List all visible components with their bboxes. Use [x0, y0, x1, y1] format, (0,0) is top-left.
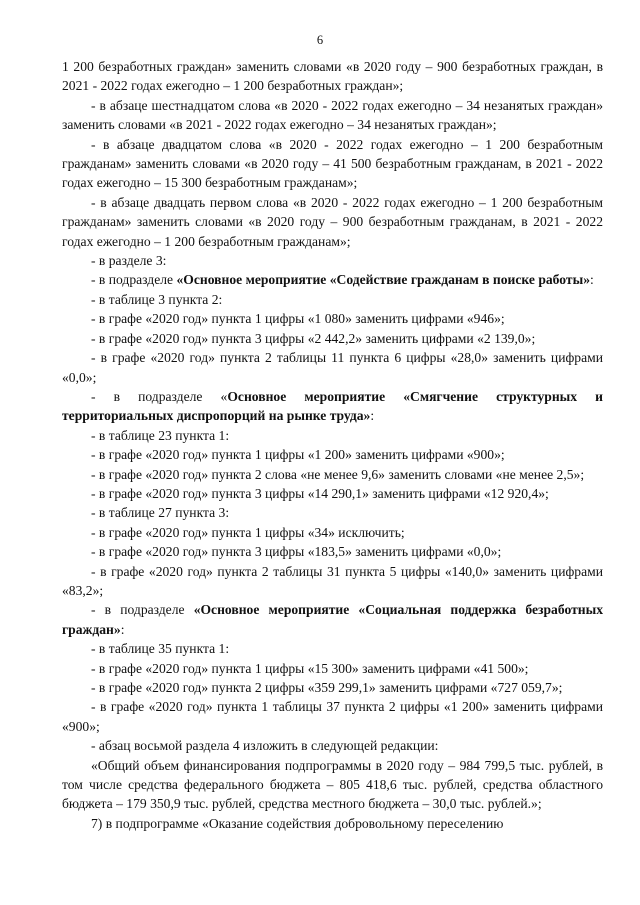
document-body: [62, 57, 603, 833]
paragraph: - в графе «2020 год» пункта 1 цифры «34» исключить;: [91, 524, 405, 540]
paragraph: - в разделе 3:: [91, 253, 167, 269]
paragraph: - в графе «2020 год» пункта 2 таблицы 31 пункта 5 цифры «140,0» заменить цифрами «83,2»;: [62, 563, 603, 598]
paragraph: - в абзаце двадцатом слова «в 2020 - 2022 годах ежегодно – 1 200 безработным гражданам» заменить словами «в 2020 году – 41 500 безработным гражданам, в 2021 - 2022 годах ежегодно – 15 300 безработным гражданам»;: [62, 136, 603, 191]
paragraph: - в графе «2020 год» пункта 1 цифры «1 200» заменить цифрами «900»;: [91, 447, 505, 463]
paragraph: - в графе «2020 год» пункта 2 слова «не менее 9,6» заменить словами «не менее 2,5»;: [91, 466, 585, 482]
paragraph: - в абзаце шестнадцатом слова «в 2020 - 2022 годах ежегодно – 34 незанятых граждан» заменить словами «в 2021 - 2022 годах ежегодно – 34 незанятых граждан»;: [62, 97, 603, 133]
paragraph: - в таблице 35 пункта 1:: [91, 641, 230, 657]
paragraph: - в графе «2020 год» пункта 2 таблицы 11 пункта 6 цифры «28,0» заменить цифрами «0,0»;: [62, 350, 603, 385]
subsection-title: «Основное мероприятие «Социальная поддержка безработных граждан»: [62, 602, 603, 637]
paragraph: - в таблице 23 пункта 1:: [91, 427, 230, 443]
paragraph: - в графе «2020 год» пункта 3 цифры «2 442,2» заменить цифрами «2 139,0»;: [91, 330, 536, 346]
subsection-paragraph: [62, 600, 603, 639]
paragraph: - в графе «2020 год» пункта 3 цифры «14 290,1» заменить цифрами «12 920,4»;: [91, 485, 549, 501]
paragraph-text: - в подразделе: [91, 272, 177, 288]
paragraph-text: :: [590, 272, 594, 288]
paragraph: - в графе «2020 год» пункта 1 цифры «1 080» заменить цифрами «946»;: [91, 311, 505, 327]
subsection-title: Основное мероприятие «Смягчение структурных и территориальных диспропорций на рынке труда»: [62, 388, 603, 424]
paragraph: 7) в подпрограмме «Оказание содействия добровольному переселению: [91, 815, 504, 831]
paragraph-text: - в подразделе: [91, 602, 194, 618]
paragraph-text: :: [370, 408, 375, 424]
paragraph: - в графе «2020 год» пункта 2 цифры «359 299,1» заменить цифрами «727 059,7»;: [91, 680, 563, 695]
quoted-paragraph: «Общий объем финансирования подпрограммы в 2020 году – 984 799,5 тыс. рублей, в том числе средства федерального бюджета – 805 418,6 тыс. рублей, средства областного бюджета – 179 350,9 тыс. рублей, средства местного бюджета – 30,0 тыс. рублей.»;: [62, 757, 603, 812]
paragraph: - в таблице 27 пункта 3:: [91, 505, 230, 521]
paragraph: - абзац восьмой раздела 4 изложить в следующей редакции:: [91, 738, 439, 754]
paragraph: - в абзаце двадцать первом слова «в 2020 - 2022 годах ежегодно – 1 200 безработным гражданам» заменить словами «в 2020 году – 900 безработным гражданам, в 2021 - 2022 годах ежегодно – 1 200 безработным гражданам»;: [62, 194, 603, 249]
paragraph: - в графе «2020 год» пункта 3 цифры «183,5» заменить цифрами «0,0»;: [91, 544, 502, 560]
paragraph: 1 200 безработных граждан» заменить словами «в 2020 году – 900 безработных граждан, в 2021 - 2022 годах ежегодно – 1 200 безработных граждан»;: [62, 59, 603, 94]
subsection-paragraph: [62, 270, 603, 289]
paragraph: - в графе «2020 год» пункта 1 цифры «15 300» заменить цифрами «41 500»;: [91, 660, 529, 676]
page-number: 6: [316, 33, 324, 47]
paragraph-text: - в подразделе «: [91, 388, 228, 404]
paragraph: - в графе «2020 год» пункта 1 таблицы 37 пункта 2 цифры «1 200» заменить цифрами «900»;: [62, 699, 603, 734]
subsection-paragraph: [62, 387, 603, 426]
subsection-title: «Основное мероприятие «Содействие гражданам в поиске работы»: [176, 272, 591, 288]
paragraph-text: :: [120, 621, 125, 637]
paragraph: - в таблице 3 пункта 2:: [91, 291, 223, 307]
